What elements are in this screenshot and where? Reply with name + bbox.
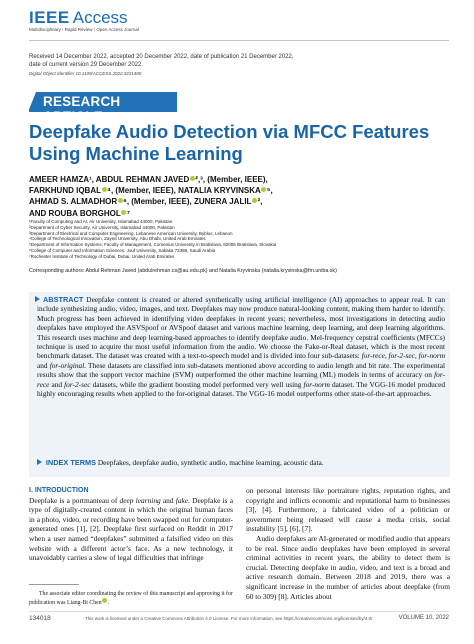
affiliation: ⁷Rochester Institute of Technology of Dubai, Dubai, United Arab Emirates	[29, 253, 175, 259]
index-arrow-icon	[37, 459, 42, 465]
header-divider	[29, 40, 449, 41]
authors-line-3b: ⁶, (Member, IEEE), ZUNERA JALIL	[123, 197, 252, 207]
index-terms-heading: INDEX TERMS	[45, 458, 97, 467]
index-terms-box	[29, 454, 450, 472]
logo-ieee: IEEE	[29, 8, 70, 27]
authors-line-3: AHMAD S. ALMADHOR	[29, 197, 118, 207]
dates-line-1: Received 14 December 2022, accepted 20 December 2022, date of publication 21 December 2022,	[29, 54, 294, 60]
logo-tagline: Multidisciplinary ⁝ Rapid Review ⁝ Open Access Journal	[29, 27, 139, 32]
affiliation: ²Department of Cyber Security, Air University, Islamabad 44000, Pakistan	[29, 224, 175, 230]
affiliation: ⁴College of Technological Innovation, Zayed University, Abu Dhabi, United Arab Emirates	[29, 236, 206, 242]
footer-divider	[29, 611, 449, 612]
volume-label: VOLUME 10, 2022	[398, 615, 449, 621]
abstract-heading: ABSTRACT	[43, 295, 84, 304]
section-heading: I. INTRODUCTION	[29, 487, 89, 494]
affiliation: ⁵Department of Information Systems, Faculty of Management, Comenius University in Bratislava, 82005 Bratislava, Slovakia	[29, 242, 277, 248]
research-article-banner	[29, 92, 177, 124]
body-column-left	[29, 486, 233, 563]
orcid-icon[interactable]	[102, 598, 107, 603]
footnote-divider	[29, 584, 79, 585]
authors-line-4: AND ROUBA BORGHOL	[29, 208, 121, 218]
affiliation: ⁶College of Computer and Information Sciences, Jouf University, Sakaka 72388, Saudi Arabia	[29, 247, 216, 253]
authors-line-2c: ⁵,	[266, 186, 273, 196]
intro-paragraph-cont: on personal interests like portraiture rights, reputation rights, and copyright and inflicts economic and reputational harm to businesses [3], [4]. Furthermore, a fabricated video of a politician or government being released will cause a media crisis, social instability [5], [6], [7].	[246, 486, 450, 534]
author-list	[29, 174, 449, 219]
journal-logo	[29, 8, 149, 42]
affiliation: ¹Faculty of Computing and AI, Air University, Islamabad 44000, Pakistan	[29, 219, 173, 224]
authors-line-4b: ⁷	[126, 208, 131, 218]
orcid-icon[interactable]	[118, 198, 123, 203]
abstract-box	[29, 292, 450, 477]
page-number: 134018	[29, 615, 51, 622]
license-link[interactable]: This work is licensed under a Creative Commons Attribution 4.0 License. For more information, see https://creativecommons.org/licenses/by/4.0/	[85, 616, 373, 621]
intro-paragraph: Deepfake is a portmanteau of deep learning and fake. Deepfake is a type of digitally-created content in which the original human faces in a photo, video, or recording have been swapped out for computer-generated ones [1], [2]. Deepfake first surfaced on Reddit in 2017 when a user named “deepfakes” submitted a falsified video on this website with a different actor’s face. As a new technology, it unavoidably carries a slew of legal difficulties that infringe	[29, 495, 234, 563]
orcid-icon[interactable]	[261, 187, 266, 192]
authors-line-2b: ⁴, (Member, IEEE), NATALIA KRYVINSKA	[107, 186, 261, 196]
orcid-icon[interactable]	[102, 187, 107, 192]
body-column-right	[246, 486, 450, 601]
authors-line-2: FARKHUND IQBAL	[29, 186, 101, 196]
affiliation: ³Department of Electrical and Computer Engineering, Lebanese American University, Byblos, Lebanon	[29, 230, 233, 236]
authors-line-1: AMEER HAMZA¹, ABDUL REHMAN JAVED	[29, 175, 190, 184]
banner-label: RESEARCH ARTICLE	[43, 94, 121, 124]
dates-line-2: date of current version 29 December 2022.	[29, 61, 144, 68]
corresponding-authors: Corresponding authors: Abdul Rehman Javed (abdulrehman.cs@au.edu.pk) and Natalia Kryvinska (natalia.kryvinska@fm.uniba.sk)	[29, 268, 337, 274]
intro-paragraph-2: Audio deepfakes are AI-generated or modified audio that appears to be real. Since audio deepfakes have been employed in several criminal activities in recent years, the ability to detect them is crucial. Detecting deepfake in audio, video, and text is a broad and active research domain. Between 2018 and 2019, there was a significant increase in the number of articles about deepfake (from 60 to 309) [8]. Articles about	[246, 533, 450, 601]
authors-line-1b: ²,³, (Member, IEEE),	[195, 175, 268, 184]
authors-line-3c: ²,	[257, 197, 263, 207]
footnote: The associate editor coordinating the review of this manuscript and approving it for publication was Liang-Bi Chen .	[29, 591, 233, 606]
index-terms-text: Deepfakes, deepfake audio, synthetic audio, machine learning, acoustic data.	[97, 458, 324, 467]
paper-title: Deepfake Audio Detection via MFCC Features Using Machine Learning	[29, 121, 430, 164]
affiliations	[29, 219, 449, 260]
orcid-icon[interactable]	[121, 210, 126, 215]
publication-dates	[29, 54, 449, 69]
index-terms	[37, 458, 324, 467]
abstract-text: ABSTRACT Deepfake content is created or altered synthetically using artificial intelligence (AI) approaches to appear real. It can include synthesizing audio, video, images, and text. Deepfakes may now produce natural-looking content, making them harder to identify. Much progress has been achieved in identifying video deepfakes in recent years; nevertheless, most investigations in detecting audio deepfakes have employed the ASVSpoof or AVSpoof dataset and various machine learning, deep learning, and deep learning algorithms. This research uses machine and deep learning-based approaches to identify deepfake audio. Mel-frequency cepstral coefficients (MFCCs) technique is used to acquire the most useful information from the audio. We choose the Fake-or-Real dataset, which is the most recent benchmark dataset. The dataset was created with a text-to-speech model and is divided into four sub-datasets: for-rece, for-2-sec, for-norm and for-original. These datasets are classified into sub-datasets mentioned above according to audio length and bit rate. The experimental results show that the support vector machine (SVM) outperformed the other machine learning (ML) models in terms of accuracy on for-rece and for-2-sec datasets, while the gradient boosting model performed very well using for-norm dataset. The VGG-16 model produced highly encouraging results when applied to the for-original dataset. The VGG-16 model outperforms other state-of-the-art approaches.	[37, 295, 446, 399]
logo-access: Access	[72, 8, 128, 27]
doi: Digital Object Identifier 10.1109/ACCESS.2022.3231480	[29, 71, 142, 76]
